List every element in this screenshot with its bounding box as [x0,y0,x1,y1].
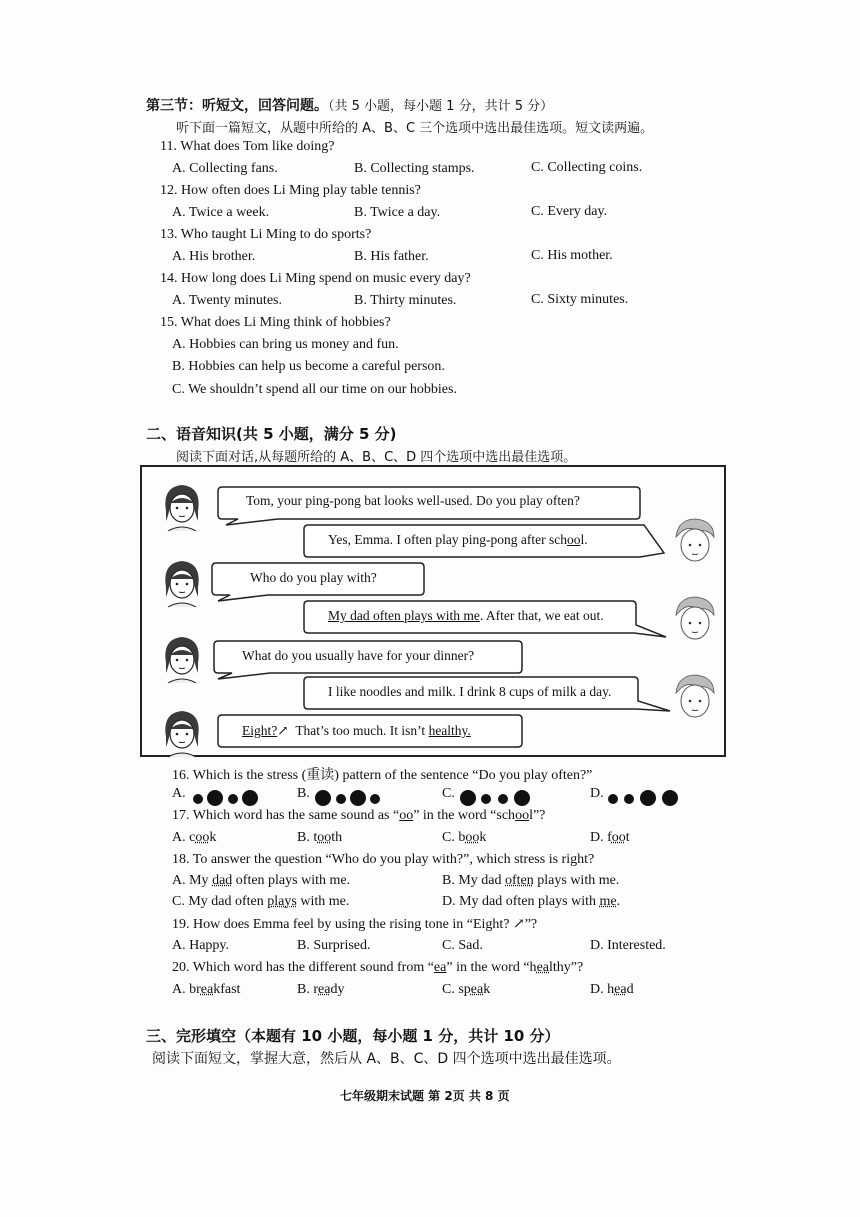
question-15: 15. What does Li Ming think of hobbies? [160,315,391,330]
q11-option-c[interactable]: C. Collecting coins. [531,160,643,175]
question-12: 12. How often does Li Ming play table tennis? [160,183,421,198]
q18-option-a[interactable]: A. My dad often plays with me. [172,873,351,888]
q11-option-a[interactable]: A. Collecting fans. [172,161,278,176]
question-13: 13. Who taught Li Ming to do sports? [160,227,372,242]
q12-option-c[interactable]: C. Every day. [531,204,608,219]
q15-option-a[interactable]: A. Hobbies can bring us money and fun. [172,337,399,352]
dialogue-line-7: Eight?↗ That’s too much. It isn’t healthy. [242,723,471,738]
stress-pattern-c-icon [458,788,532,808]
tom-avatar-icon [668,515,720,577]
q19-option-d[interactable]: D. Interested. [590,938,666,953]
q16-option-a[interactable]: A. [172,786,186,802]
q20-option-b[interactable]: B. ready [297,982,345,997]
q20-option-a[interactable]: A. breakfast [172,982,241,997]
stress-pattern-d-icon [606,788,684,808]
q16-option-c[interactable]: C. [442,786,455,802]
stress-pattern-b-icon [313,788,383,808]
q19-option-c[interactable]: C. Sad. [442,938,483,953]
emma-avatar-icon [158,707,206,759]
section3-title: 第三节：听短文，回答问题。（共 5 小题，每小题 1 分，共计 5 分） [146,98,554,114]
emma-avatar-icon [158,633,206,685]
q11-option-b[interactable]: B. Collecting stamps. [354,161,475,176]
dialogue-line-2: Yes, Emma. I often play ping-pong after school. [328,532,588,547]
stress-pattern-a-icon [190,788,260,808]
question-14: 14. How long does Li Ming spend on music every day? [160,271,471,286]
q13-option-a[interactable]: A. His brother. [172,249,256,264]
emma-avatar-icon [158,557,206,609]
q13-option-c[interactable]: C. His mother. [531,248,613,263]
q17-option-b[interactable]: B. tooth [297,830,343,845]
q16-option-b[interactable]: B. [297,786,310,802]
q17-option-d[interactable]: D. foot [590,830,630,845]
rising-arrow-icon: ↗ [277,723,289,738]
q14-option-a[interactable]: A. Twenty minutes. [172,293,282,308]
dialogue-box [140,465,726,757]
dialogue-line-6: I like noodles and milk. I drink 8 cups of milk a day. [328,684,612,699]
q13-option-b[interactable]: B. His father. [354,249,429,264]
tom-avatar-icon [668,593,720,655]
tom-avatar-icon [668,671,720,733]
part2-instruction: 阅读下面对话,从每题所给的 A、B、C、D 四个选项中选出最佳选项。 [176,450,577,465]
q15-option-b[interactable]: B. Hobbies can help us become a careful person. [172,359,445,374]
q17-option-c[interactable]: C. book [442,830,487,845]
question-11: 11. What does Tom like doing? [160,139,335,154]
q12-option-a[interactable]: A. Twice a week. [172,205,270,220]
dialogue-line-4: My dad often plays with me. After that, we eat out. [328,608,604,623]
question-18: 18. To answer the question “Who do you play with?”, which stress is right? [172,852,595,867]
q18-option-b[interactable]: B. My dad often plays with me. [442,873,620,888]
section3-instruction: 听下面一篇短文，从题中所给的 A、B、C 三个选项中选出最佳选项。短文读两遍。 [176,121,654,136]
question-20: 20. Which word has the different sound from “ea” in the word “healthy”? [172,960,584,975]
part3-instruction: 阅读下面短文，掌握大意，然后从 A、B、C、D 四个选项中选出最佳选项。 [152,1051,621,1067]
question-16: 16. Which is the stress (重读) pattern of the sentence “Do you play often?” [172,768,593,783]
dialogue-line-5: What do you usually have for your dinner? [242,648,475,663]
q20-option-c[interactable]: C. speak [442,982,491,997]
q14-option-c[interactable]: C. Sixty minutes. [531,292,629,307]
q12-option-b[interactable]: B. Twice a day. [354,205,441,220]
question-17: 17. Which word has the same sound as “oo” in the word “school”? [172,808,546,823]
emma-avatar-icon [158,481,206,533]
q19-option-a[interactable]: A. Happy. [172,938,230,953]
q14-option-b[interactable]: B. Thirty minutes. [354,293,457,308]
part3-title: 三、完形填空（本题有 10 小题，每小题 1 分，共计 10 分） [146,1027,560,1045]
q18-option-d[interactable]: D. My dad often plays with me. [442,894,621,909]
question-19: 19. How does Emma feel by using the rising tone in “Eight? ↗”? [172,917,538,932]
page-footer: 七年级期末试题 第 2页 共 8 页 [340,1089,510,1103]
part2-title: 二、语音知识(共 5 小题，满分 5 分) [146,425,397,443]
dialogue-line-1: Tom, your ping-pong bat looks well-used. Do you play often? [246,493,580,508]
q15-option-c[interactable]: C. We shouldn’t spend all our time on our hobbies. [172,382,457,397]
q19-option-b[interactable]: B. Surprised. [297,938,371,953]
q18-option-c[interactable]: C. My dad often plays with me. [172,894,350,909]
q20-option-d[interactable]: D. head [590,982,634,997]
q17-option-a[interactable]: A. cook [172,830,217,845]
q16-option-d[interactable]: D. [590,786,604,802]
dialogue-line-3: Who do you play with? [250,570,377,585]
